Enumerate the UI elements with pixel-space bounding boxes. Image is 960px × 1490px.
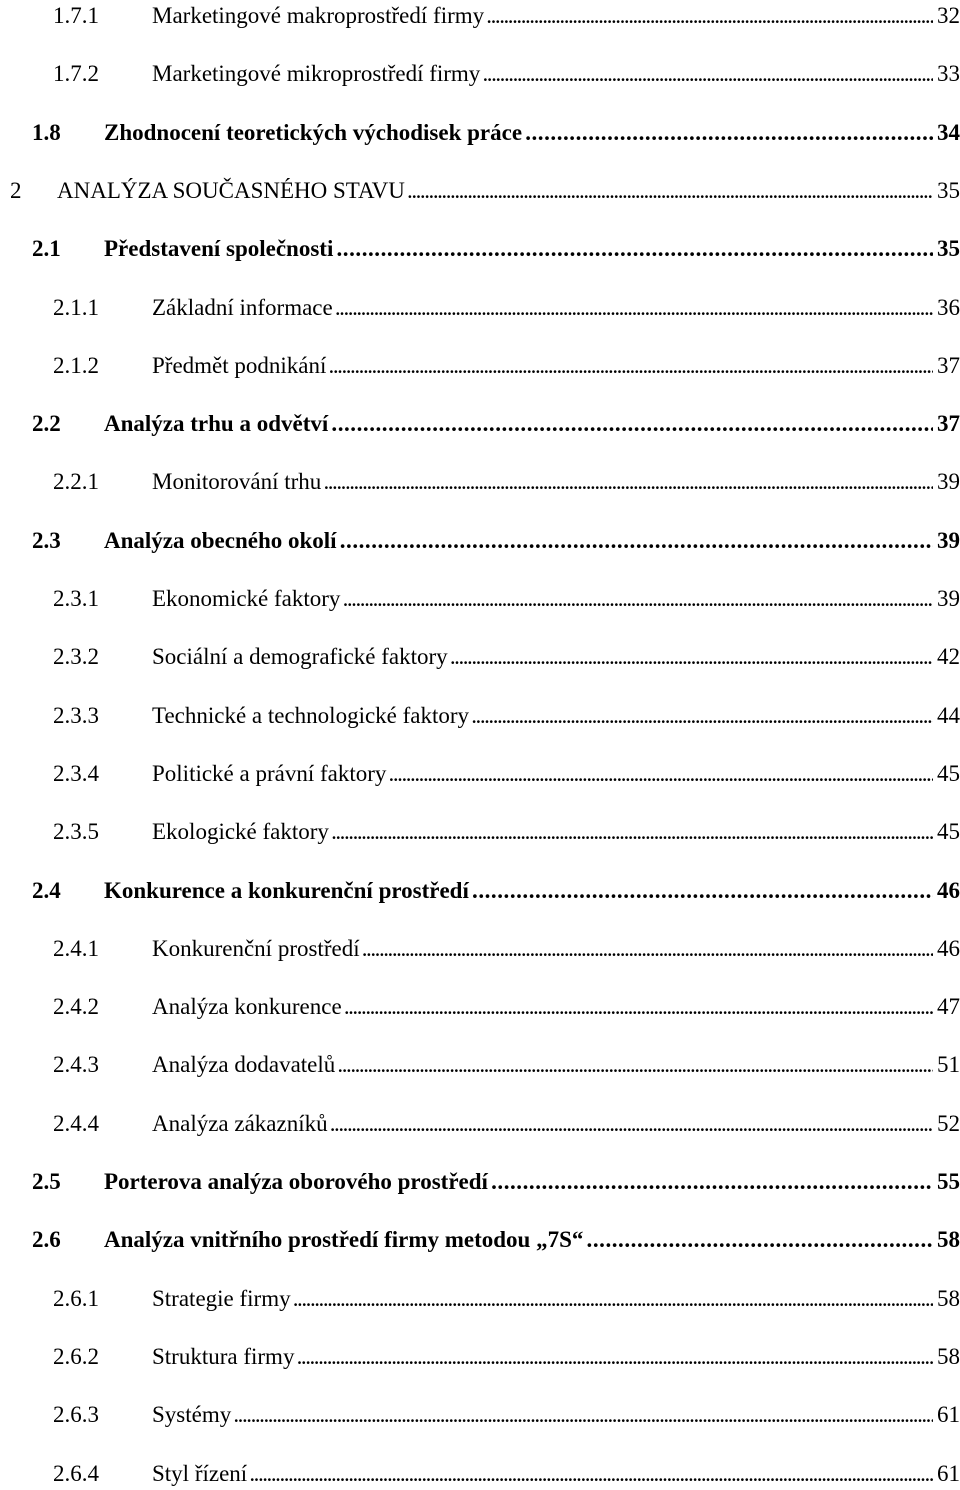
toc-entry-number: 1.7.2 — [53, 61, 99, 87]
toc-entry-title: Analýza vnitřního prostředí firmy metodou „7S“ . . . — [104, 1224, 960, 1256]
toc-entry-page-number: 35 — [933, 175, 960, 207]
toc-entry-title: Systémy . . . — [152, 1399, 960, 1431]
toc-entry[interactable] — [0, 641, 960, 673]
toc-entry-number: 2 — [10, 177, 22, 203]
toc-entry-number: 2.4.3 — [53, 1052, 99, 1078]
toc-entry[interactable] — [0, 1399, 960, 1431]
toc-entry-title: Marketingové makroprostředí firmy . . . — [152, 0, 960, 32]
toc-entry-page-number: 35 — [933, 233, 960, 265]
toc-entry-number: 2.6.1 — [53, 1285, 99, 1311]
toc-entry-page-number: 51 — [933, 1049, 960, 1081]
toc-entry[interactable] — [0, 292, 960, 324]
toc-entry-number: 2.6.2 — [53, 1343, 99, 1369]
toc-entry-number: 1.7.1 — [53, 3, 99, 28]
toc-entry-title: Analýza dodavatelů . . . — [152, 1049, 960, 1081]
toc-entry-page-number: 33 — [933, 58, 960, 90]
toc-entry-number: 2.3.1 — [53, 586, 99, 611]
toc-entry[interactable] — [0, 1458, 960, 1490]
toc-entry-number: 2.4.4 — [53, 1110, 99, 1136]
toc-entry[interactable] — [0, 0, 960, 32]
toc-entry-number: 2.3.4 — [53, 760, 99, 786]
toc-entry-title: Základní informace . . . — [152, 292, 960, 324]
toc-entry[interactable] — [0, 117, 960, 149]
toc-entry[interactable] — [0, 933, 960, 965]
toc-entry-title: Porterova analýza oborového prostředí . . . — [104, 1166, 960, 1198]
toc-entry[interactable] — [0, 1166, 960, 1198]
toc-entry-title: Analýza trhu a odvětví . . . — [104, 408, 960, 440]
toc-entry-number: 2.1.2 — [53, 352, 99, 378]
toc-entry-number: 2.4 — [32, 877, 61, 903]
toc-entry-title: Analýza obecného okolí . . . — [104, 525, 960, 557]
toc-entry-page-number: 46 — [933, 933, 960, 965]
toc-entry[interactable] — [0, 1224, 960, 1256]
toc-entry[interactable] — [0, 525, 960, 557]
toc-entry[interactable] — [0, 875, 960, 907]
toc-entry-page-number: 42 — [933, 641, 960, 673]
toc-entry-number: 2.6.4 — [53, 1460, 99, 1486]
toc-entry-title: Konkurenční prostředí . . . — [152, 933, 960, 965]
toc-entry-page-number: 61 — [933, 1458, 960, 1490]
toc-entry-title: Politické a právní faktory . . . — [152, 758, 960, 790]
toc-entry[interactable] — [0, 583, 960, 615]
toc-entry-number: 1.8 — [32, 119, 61, 145]
toc-entry[interactable] — [0, 991, 960, 1023]
toc-entry-title: Monitorování trhu . . . — [152, 466, 960, 498]
toc-entry-page-number: 39 — [933, 525, 960, 557]
toc-entry-number: 2.4.1 — [53, 935, 99, 961]
toc-entry-number: 2.3.3 — [53, 702, 99, 728]
toc-entry[interactable] — [0, 233, 960, 265]
toc-entry-page-number: 37 — [933, 350, 960, 382]
toc-entry[interactable] — [0, 1108, 960, 1140]
toc-entry-title: Předmět podnikání . . . — [152, 350, 960, 382]
toc-entry[interactable] — [0, 816, 960, 848]
toc-entry-title: Ekologické faktory . . . — [152, 816, 960, 848]
toc-entry-title: Styl řízení . . . — [152, 1458, 960, 1490]
toc-entry-number: 2.2 — [32, 411, 61, 437]
toc-entry-page-number: 47 — [933, 991, 960, 1023]
toc-entry-page-number: 39 — [933, 583, 960, 615]
toc-entry-title: Zhodnocení teoretických východisek práce . . . — [104, 117, 960, 149]
toc-entry[interactable] — [0, 58, 960, 90]
toc-entry[interactable] — [0, 1341, 960, 1373]
toc-entry-page-number: 36 — [933, 292, 960, 324]
toc-entry-page-number: 58 — [933, 1283, 960, 1315]
toc-entry-title: Analýza konkurence . . . — [152, 991, 960, 1023]
toc-entry-page-number: 55 — [933, 1166, 960, 1198]
toc-entry[interactable] — [0, 408, 960, 440]
toc-entry-number: 2.5 — [32, 1169, 61, 1194]
toc-entry-page-number: 61 — [933, 1399, 960, 1431]
toc-entry-page-number: 58 — [933, 1341, 960, 1373]
toc-entry-title: Konkurence a konkurenční prostředí . . . — [104, 875, 960, 907]
toc-entry-number: 2.1 — [32, 236, 61, 262]
toc-entry-page-number: 52 — [933, 1108, 960, 1140]
toc-entry-number: 2.3.5 — [53, 819, 99, 845]
toc-entry-title: Analýza zákazníků . . . — [152, 1108, 960, 1140]
toc-entry-number: 2.6 — [32, 1227, 61, 1253]
toc-entry-title: Marketingové mikroprostředí firmy . . . — [152, 58, 960, 90]
toc-entry-number: 2.3 — [32, 527, 61, 553]
toc-entry-page-number: 46 — [933, 875, 960, 907]
toc-entry[interactable] — [0, 758, 960, 790]
toc-entry[interactable] — [0, 175, 960, 207]
toc-entry-page-number: 45 — [933, 816, 960, 848]
toc-entry-page-number: 39 — [933, 466, 960, 498]
toc-entry-number: 2.1.1 — [53, 294, 99, 320]
toc-entry-title: ANALÝZA SOUČASNÉHO STAVU . . . — [57, 175, 960, 207]
toc-entry-number: 2.2.1 — [53, 469, 99, 495]
toc-entry[interactable] — [0, 1283, 960, 1315]
toc-entry-number: 2.6.3 — [53, 1402, 99, 1428]
toc-entry-title: Představení společnosti . . . — [104, 233, 960, 265]
toc-entry-page-number: 44 — [933, 700, 960, 732]
toc-entry-page-number: 34 — [933, 117, 960, 149]
toc-entry-title: Sociální a demografické faktory . . . — [152, 641, 960, 673]
toc-entry-page-number: 58 — [933, 1224, 960, 1256]
toc-entry-number: 2.4.2 — [53, 994, 99, 1020]
toc-entry[interactable] — [0, 700, 960, 732]
toc-entry-page-number: 32 — [933, 0, 960, 32]
toc-entry-title: Strategie firmy . . . — [152, 1283, 960, 1315]
toc-entry-page-number: 45 — [933, 758, 960, 790]
toc-entry-page-number: 37 — [933, 408, 960, 440]
toc-entry-number: 2.3.2 — [53, 644, 99, 670]
toc-entry[interactable] — [0, 350, 960, 382]
toc-entry-title: Struktura firmy . . . — [152, 1341, 960, 1373]
toc-entry[interactable] — [0, 1049, 960, 1081]
toc-entry[interactable] — [0, 466, 960, 498]
toc-entry-title: Ekonomické faktory . . . — [152, 583, 960, 615]
toc-entry-title: Technické a technologické faktory . . . — [152, 700, 960, 732]
